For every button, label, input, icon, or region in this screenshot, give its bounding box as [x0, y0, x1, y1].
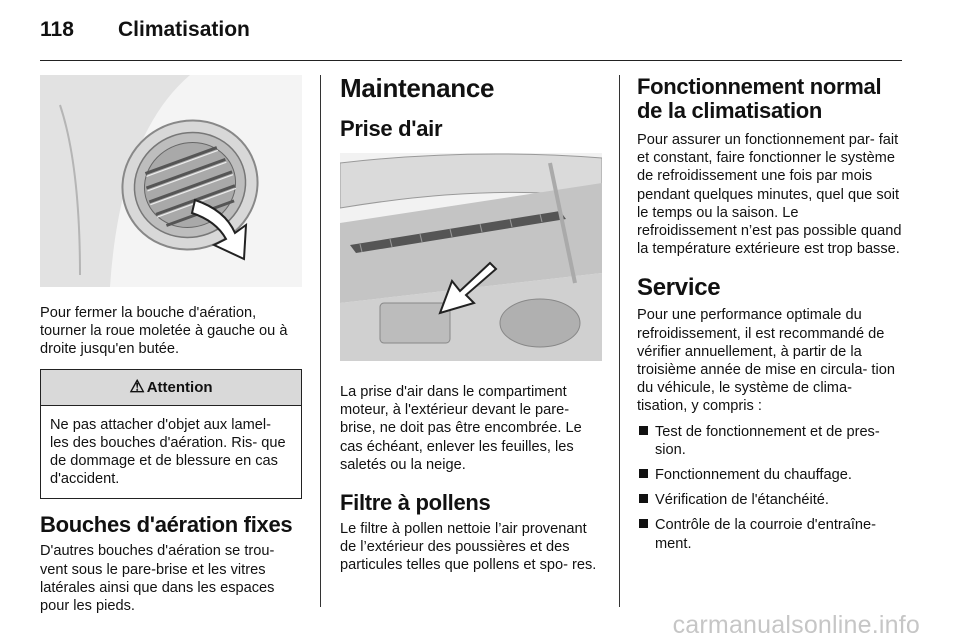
air-intake-heading: Prise d'air [340, 116, 443, 141]
bullet-square-icon [639, 494, 648, 503]
column-right [637, 75, 902, 553]
list-item: Test de fonctionnement et de pres- sion. [637, 423, 902, 459]
attention-body [41, 406, 301, 499]
attention-box [40, 369, 302, 500]
normal-operation-text: Pour assurer un fonctionnement par- fait et constant, faire fonctionner le système de refroidissement une fois par mois pendant quelques minutes, quel que soit le temps ou la saison. Le refroidissement n’est pas possible quand la température extérieure est trop basse. [637, 132, 902, 258]
attention-title: Attention [146, 378, 213, 396]
bullet-square-icon [639, 469, 648, 478]
air-vent-illustration [40, 75, 302, 287]
vent-close-caption: Pour fermer la bouche d'aération, tourner la roue moletée à gauche ou à droite jusqu'en butée. [40, 305, 288, 358]
warning-triangle-icon: ⚠ [129, 377, 145, 397]
column-divider-2 [619, 75, 620, 607]
service-text: Pour une performance optimale du refroidissement, il est recommandé de vérifier annuellement, à partir de la troisième année de mise en circula- tion du véhicule, le système de clima- tisation, y compris : [637, 307, 895, 415]
page-title: Climatisation [118, 18, 250, 41]
column-middle [340, 75, 602, 575]
column-left [40, 75, 302, 615]
list-item: Vérification de l'étanchéité. [637, 491, 902, 509]
normal-operation-heading: Fonctionnement normal de la climatisation [637, 74, 882, 123]
attention-header [41, 370, 301, 406]
list-item: Fonctionnement du chauffage. [637, 466, 902, 484]
watermark: carmanualsonline.info [672, 611, 920, 639]
maintenance-heading: Maintenance [340, 73, 495, 103]
header-divider [40, 60, 902, 61]
air-intake-text: La prise d'air dans le compartiment moteur, à l'extérieur devant le pare- brise, ne doit pas être encombrée. Le cas échéant, enlever les feuilles, les saletés ou la neige. [340, 384, 582, 473]
service-checklist [637, 423, 902, 553]
air-intake-illustration [340, 153, 602, 361]
attention-text: Ne pas attacher d'objet aux lamel- les des bouches d'aération. Ris- que de dommage et de blessure en cas d'accident. [50, 416, 286, 488]
page-header [40, 18, 920, 48]
pollen-filter-text: Le filtre à pollen nettoie l’air provenant de l’extérieur des poussières et des particules telles que pollens et spo- res. [340, 521, 597, 574]
column-divider-1 [320, 75, 321, 607]
service-heading: Service [637, 274, 721, 302]
fixed-vents-text: D'autres bouches d'aération se trou- vent sous le pare-brise et les vitres latérales ainsi que dans les espaces pour les pieds. [40, 543, 275, 615]
fixed-vents-heading: Bouches d'aération fixes [40, 512, 293, 538]
bullet-square-icon [639, 426, 648, 435]
list-item: Contrôle de la courroie d'entraîne- ment. [637, 516, 902, 552]
bullet-square-icon [639, 519, 648, 528]
pollen-filter-heading: Filtre à pollens [340, 490, 491, 516]
page-number: 118 [40, 18, 74, 41]
